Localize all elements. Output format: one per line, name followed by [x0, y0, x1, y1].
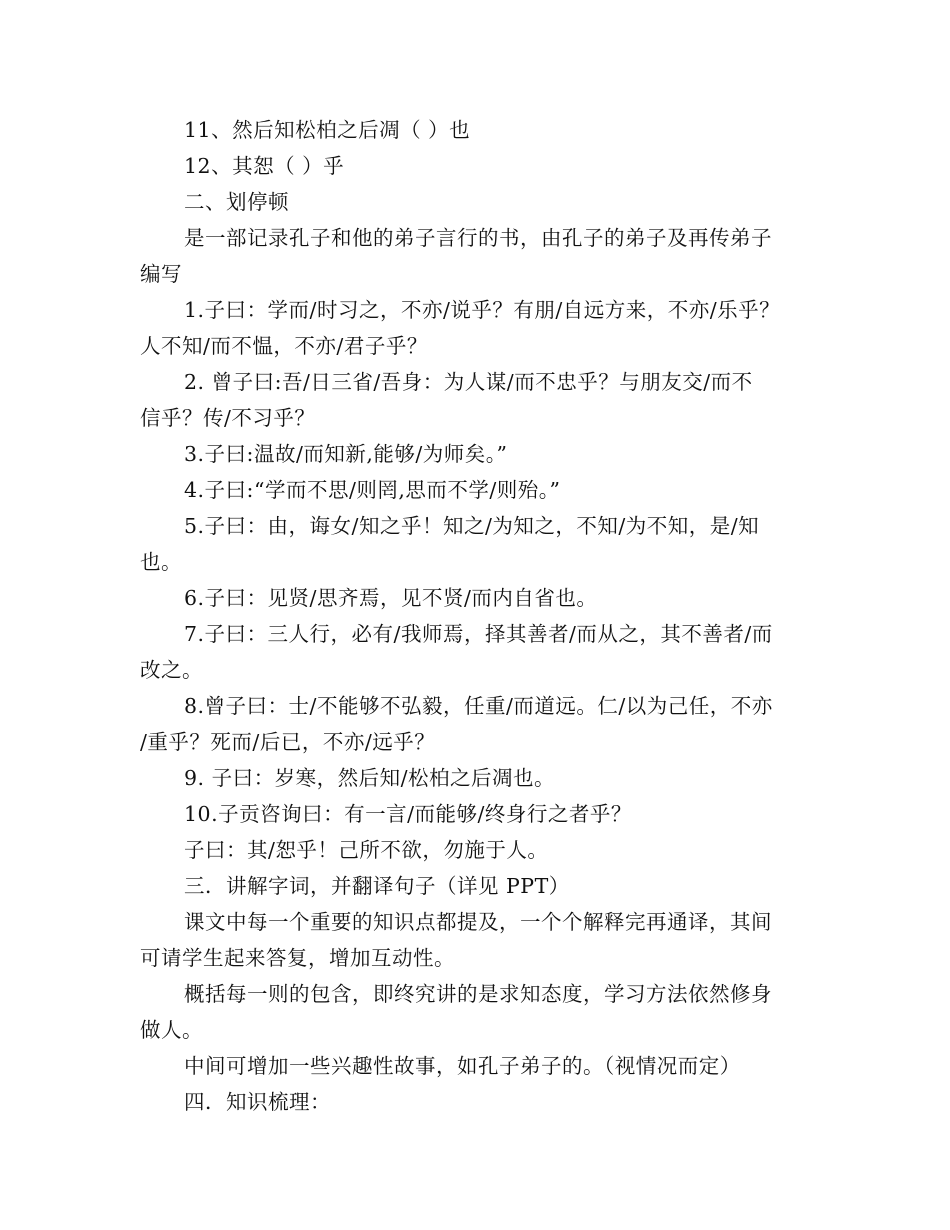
text-line: 1.子曰：学而/时习之，不亦/说乎？有朋/自远方来，不亦/乐乎？ [184, 298, 781, 322]
text-line: 9. 子曰：岁寒，然后知/松柏之后凋也。 [184, 766, 555, 790]
document-page [140, 112, 830, 1120]
text-line: 8.曾子曰：士/不能够不弘毅，任重/而道远。仁/以为己任，不亦 [184, 694, 773, 718]
text-line: 做人。 [140, 1018, 203, 1042]
text-line: 课文中每一个重要的知识点都提及，一个个解释完再通译，其间 [184, 910, 772, 934]
text-line: 4.子曰:“学而不思/则罔,思而不学/则殆。” [184, 478, 561, 502]
text-line: 11、然后知松柏之后凋（ ）也 [184, 118, 471, 142]
text-line: 也。 [140, 550, 182, 574]
section-heading: 三．讲解字词，并翻译句子（详见 PPT） [184, 874, 570, 898]
text-line: 信乎？传/不习乎？ [140, 406, 316, 430]
text-line: 概括每一则的包含，即终究讲的是求知态度，学习方法依然修身 [184, 982, 772, 1006]
section-heading: 二、划停顿 [184, 190, 289, 214]
text-line: 6.子曰：见贤/思齐焉，见不贤/而内自省也。 [184, 586, 598, 610]
text-line: 中间可增加一些兴趣性故事，如孔子弟子的。（视情况而定） [184, 1054, 741, 1078]
text-line: 7.子曰：三人行，必有/我师焉，择其善者/而从之，其不善者/而 [184, 622, 773, 646]
text-line: 人不知/而不愠，不亦/君子乎？ [140, 334, 428, 358]
text-line: 5.子曰：由，诲女/知之乎！知之/为知之，不知/为不知，是/知 [184, 514, 760, 538]
text-line: 编写 [140, 262, 182, 286]
text-line: 12、其恕（ ）乎 [184, 154, 345, 178]
section-heading: 四．知识梳理： [184, 1090, 331, 1114]
text-line: 改之。 [140, 658, 203, 682]
text-line: 10.子贡咨询曰：有一言/而能够/终身行之者乎？ [184, 802, 632, 826]
text-line: 子曰：其/恕乎！己所不欲，勿施于人。 [184, 838, 549, 862]
text-line: /重乎？死而/后已，不亦/远乎？ [140, 730, 436, 754]
text-line: 3.子曰:温故/而知新,能够/为师矣。” [184, 442, 508, 466]
text-line: 2. 曾子曰:吾/日三省/吾身：为人谋/而不忠乎？与朋友交/而不 [184, 370, 753, 394]
text-line: 是一部记录孔子和他的弟子言行的书，由孔子的弟子及再传弟子 [184, 226, 772, 250]
text-line: 可请学生起来答复，增加互动性。 [140, 946, 455, 970]
